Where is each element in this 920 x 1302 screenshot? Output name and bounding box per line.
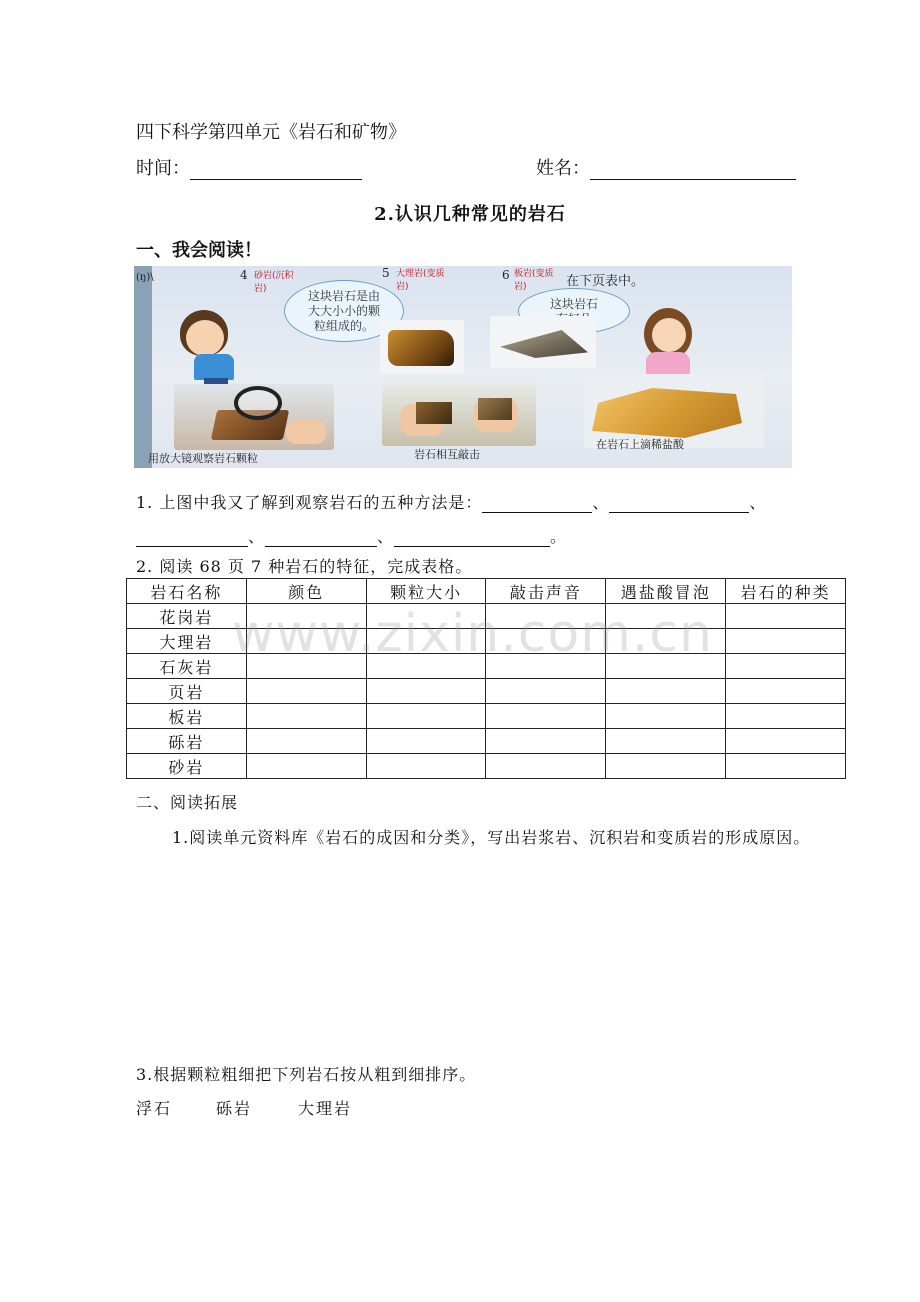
- hand: [286, 420, 326, 444]
- table-row: [127, 629, 846, 654]
- cell[interactable]: [366, 754, 486, 779]
- rock-item: 浮石: [136, 1099, 173, 1118]
- cell[interactable]: [366, 679, 486, 704]
- method-blank-3[interactable]: [136, 528, 248, 547]
- magnifier-photo: [174, 384, 334, 450]
- cell[interactable]: [486, 704, 606, 729]
- rock-list: [136, 1096, 352, 1119]
- caption-magnifier: 用放大镜观察岩石颗粒: [148, 452, 258, 465]
- q1-sep-1: 、: [592, 493, 610, 512]
- speech-bubble-left: 这块岩石是由大大小小的颗粒组成的。: [284, 280, 404, 342]
- header-acid-bubble: 遇盐酸冒泡: [606, 579, 726, 604]
- time-field: [136, 154, 362, 180]
- cell[interactable]: [726, 604, 846, 629]
- cell[interactable]: [246, 629, 366, 654]
- rock-granular: [388, 330, 454, 366]
- row-name: 石灰岩: [127, 654, 247, 679]
- q1-line1: [136, 490, 766, 513]
- cell[interactable]: [726, 754, 846, 779]
- boy-shirt: [194, 354, 234, 380]
- cell[interactable]: [606, 754, 726, 779]
- caption-acid: 在岩石上滴稀盐酸: [596, 438, 684, 451]
- cell[interactable]: [366, 729, 486, 754]
- cell[interactable]: [246, 729, 366, 754]
- cell[interactable]: [486, 654, 606, 679]
- q1-sep-2: 、: [749, 493, 767, 512]
- table-header-row: [127, 579, 846, 604]
- cell[interactable]: [606, 729, 726, 754]
- watermark: www.zixin.com.cn: [232, 604, 713, 664]
- rock-limestone: [592, 388, 742, 438]
- photo-number-4: 4: [240, 268, 248, 282]
- boy-face: [186, 320, 224, 356]
- caption-striking: 岩石相互敲击: [414, 448, 480, 461]
- magnifier-glass: [234, 386, 282, 420]
- row-name: 页岩: [127, 679, 247, 704]
- header-color: 颜色: [246, 579, 366, 604]
- cell[interactable]: [486, 629, 606, 654]
- photo-left-edge: [134, 266, 152, 468]
- rock-a: [416, 402, 452, 424]
- time-blank[interactable]: [190, 159, 362, 180]
- q2-text: 2. 阅读 68 页 7 种岩石的特征，完成表格。: [136, 557, 473, 576]
- table-row: [127, 729, 846, 754]
- cell[interactable]: [246, 704, 366, 729]
- q1-sep-4: 、: [377, 527, 395, 546]
- table-row: [127, 679, 846, 704]
- lesson-title: 2.认识几种常见的岩石: [374, 204, 566, 225]
- header-grain-size: 颗粒大小: [366, 579, 486, 604]
- cell[interactable]: [246, 679, 366, 704]
- cell[interactable]: [606, 679, 726, 704]
- table-row: [127, 654, 846, 679]
- header-strike-sound: 敲击声音: [486, 579, 606, 604]
- cell[interactable]: [606, 629, 726, 654]
- photo-top-right-text: 在下页表中。: [566, 274, 645, 289]
- table-row: [127, 704, 846, 729]
- cell[interactable]: [726, 654, 846, 679]
- row-name: 砂岩: [127, 754, 247, 779]
- section1-heading: 一、我会阅读！: [136, 240, 262, 261]
- method-blank-1[interactable]: [482, 494, 592, 513]
- striking-photo: [382, 382, 536, 446]
- cell[interactable]: [366, 704, 486, 729]
- section2-q3: 3.根据颗粒粗细把下列岩石按从粗到细排序。: [136, 1065, 477, 1084]
- row-name: 大理岩: [127, 629, 247, 654]
- row-name: 板岩: [127, 704, 247, 729]
- q1-text: 1. 上图中我又了解到观察岩石的五种方法是：: [136, 493, 483, 512]
- cell[interactable]: [246, 754, 366, 779]
- photo-number-5: 5: [382, 266, 390, 280]
- cell[interactable]: [246, 604, 366, 629]
- cell[interactable]: [726, 704, 846, 729]
- rock-photo-layered: [490, 316, 596, 368]
- header-rock-name: 岩石名称: [127, 579, 247, 604]
- textbook-photo: [134, 266, 792, 468]
- speech-bubble-right: 这块岩石: [518, 288, 630, 334]
- name-blank[interactable]: [590, 159, 796, 180]
- method-blank-4[interactable]: [265, 528, 377, 547]
- cell[interactable]: [366, 654, 486, 679]
- name-field: [536, 154, 796, 180]
- cell[interactable]: [486, 679, 606, 704]
- photo-note-5: 大理岩(变质岩): [396, 269, 445, 292]
- cell[interactable]: [486, 754, 606, 779]
- q1-line2: [136, 524, 567, 547]
- photo-left-text: (ŋ)\: [136, 272, 154, 283]
- table-row: [127, 754, 846, 779]
- name-label: 姓名：: [536, 158, 590, 179]
- photo-note-4: 砂岩(沉积岩): [254, 271, 294, 294]
- photo-note-6: 板岩(变质岩): [514, 269, 554, 292]
- rock-item: 大理岩: [298, 1099, 353, 1118]
- cell[interactable]: [366, 629, 486, 654]
- rock-photo-granular: [380, 320, 464, 374]
- cell[interactable]: [606, 704, 726, 729]
- row-name: 砾岩: [127, 729, 247, 754]
- method-blank-2[interactable]: [609, 494, 749, 513]
- section2-heading: 二、阅读拓展: [136, 793, 239, 812]
- cell[interactable]: [486, 604, 606, 629]
- cell[interactable]: [486, 729, 606, 754]
- row-name: 花岗岩: [127, 604, 247, 629]
- rock-table: [126, 578, 846, 779]
- table-row: [127, 604, 846, 629]
- header-rock-type: 岩石的种类: [726, 579, 846, 604]
- time-label: 时间：: [136, 158, 190, 179]
- rock-item: 砾岩: [216, 1099, 253, 1118]
- rock-b: [478, 398, 512, 420]
- cell[interactable]: [246, 654, 366, 679]
- method-blank-5[interactable]: [394, 528, 550, 547]
- cell[interactable]: [606, 654, 726, 679]
- cell[interactable]: [726, 679, 846, 704]
- cell[interactable]: [606, 604, 726, 629]
- q1-sep-3: 、: [248, 527, 266, 546]
- rock-layered: [500, 330, 588, 358]
- section2-q1: 1.阅读单元资料库《岩石的成因和分类》，写出岩浆岩、沉积岩和变质岩的形成原因。: [172, 828, 811, 847]
- q1-end: 。: [550, 527, 568, 546]
- unit-title: 四下科学第四单元《岩石和矿物》: [136, 122, 406, 143]
- girl-face: [652, 318, 686, 352]
- photo-number-6: 6: [502, 268, 510, 282]
- cell[interactable]: [726, 729, 846, 754]
- cell[interactable]: [726, 629, 846, 654]
- cell[interactable]: [366, 604, 486, 629]
